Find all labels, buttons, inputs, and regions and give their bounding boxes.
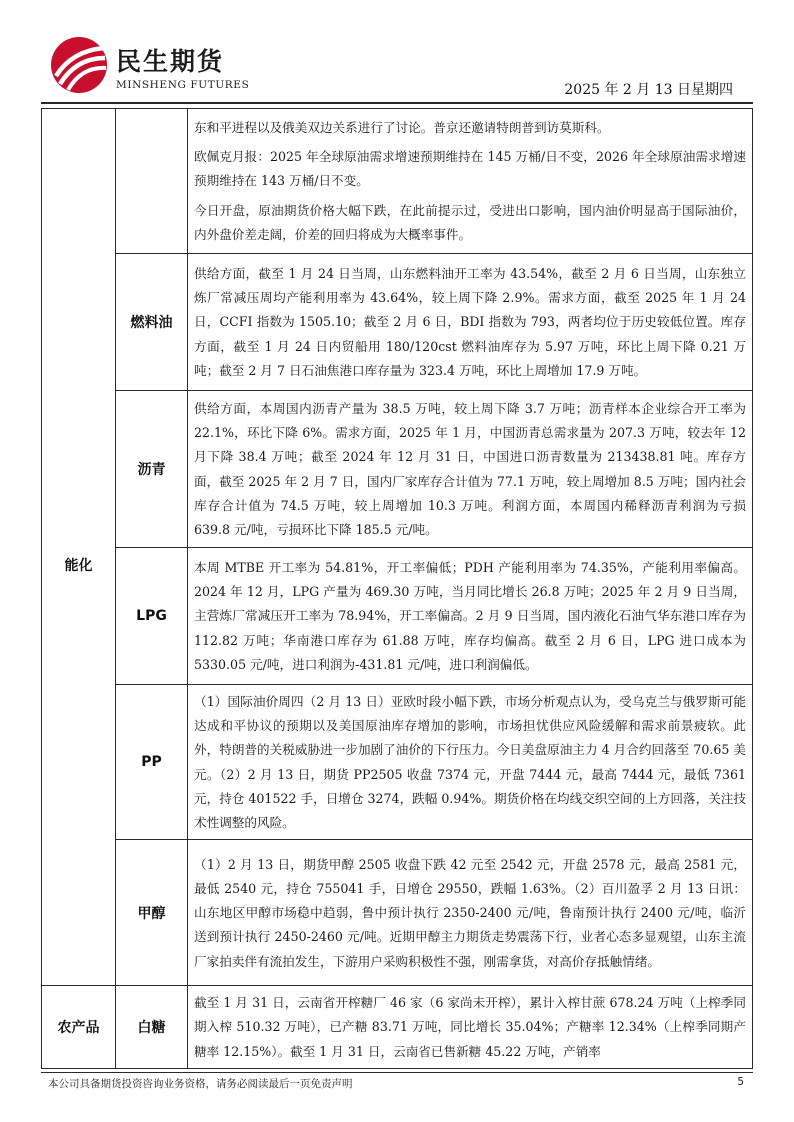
content-cell — [188, 391, 753, 548]
product-cell: PP — [116, 685, 188, 840]
content-cell — [188, 254, 753, 391]
product-cell: LPG — [116, 548, 188, 685]
sector-cell: 农产品 — [42, 986, 116, 1069]
content-cell — [188, 109, 753, 254]
content-paragraph: （1）国际油价周四（2 月 13 日）亚欧时段小幅下跌，市场分析观点认为，受乌克兰与俄罗斯可能达成和平协议的预期以及美国原油库存增加的影响，市场担忧供应风险缓解和需求前景疲软。此外，特朗普的关税威胁进一步加剧了油价的下行压力。今日美盘原油主力 4 月合约回落至 70.65 美元。（2）2 月 13 日，期货 PP2505 收盘 7374 元，开盘 7444 元，最高 7444 元，最低 7361 元，持仓 401522 手，日增仓 3274，跌幅 0.94%。期货价格在均线交织空间的上方回落，关注技术性调整的风险。 — [194, 694, 746, 831]
footer-disclaimer: 本公司具备期货投资咨询业务资格，请务必阅读最后一页免责声明 — [48, 1078, 353, 1090]
minsheng-logo-icon — [50, 36, 108, 94]
product-cell: 白糖 — [116, 986, 188, 1069]
content-paragraph: 供给方面，截至 1 月 24 日当周，山东燃料油开工率为 43.54%，截至 2 月 6 日当周，山东独立炼厂常减压周均产能利用率为 43.64%，较上周下降 2.9%。需求方面，截至 2025 年 1 月 24 日，CCFI 指数为 1505.10；截至 2 月 6 日，BDI 指数为 793，两者均位于历史较低位置。库存方面，截至 1 月 24 日内贸船用 180/120cst 燃料油库存为 5.97 万吨，环比上周下降 0.21 万吨；截至 2 月 7 日石油焦港口库存量为 323.4 万吨，环比上周增加 17.9 万吨。 — [194, 265, 746, 378]
product-cell: 甲醇 — [116, 840, 188, 986]
content-cell — [188, 840, 753, 986]
brand-name-en: MINSHENG FUTURES — [116, 79, 250, 91]
product-cell: 燃料油 — [116, 254, 188, 391]
table-row — [42, 254, 753, 391]
page-header — [0, 0, 794, 105]
content-cell — [188, 986, 753, 1069]
content-cell — [188, 685, 753, 840]
header-divider — [41, 102, 753, 104]
sector-label: 能化 — [64, 558, 93, 575]
table-row — [42, 548, 753, 685]
content-paragraph: 今日开盘，原油期货价格大幅下跌，在此前提示过，受进出口影响，国内油价明显高于国际油价，内外盘价差走阔，价差的回归将成为大概率事件。 — [194, 202, 746, 242]
table-row — [42, 840, 753, 986]
table-row — [42, 391, 753, 548]
content-paragraph: 截至 1 月 31 日，云南省开榨糖厂 46 家（6 家尚未开榨），累计入榨甘蔗 678.24 万吨（上榨季同期入榨 510.32 万吨），已产糖 83.71 万吨，同比增长 35.04%；产糖率 12.34%（上榨季同期产糖率 12.15%）。截至 1 月 31 日，云南省已售新糖 45.22 万吨，产销率 — [194, 995, 746, 1059]
sector-cell — [42, 109, 116, 986]
table-row — [42, 685, 753, 840]
brand-name-cn: 民生期货 — [116, 47, 225, 76]
commodity-report-table — [41, 108, 753, 1069]
table-row — [42, 986, 753, 1069]
product-cell — [116, 109, 188, 254]
content-paragraph: 东和平进程以及俄美双边关系进行了讨论。普京还邀请特朗普到访莫斯科。 — [194, 119, 610, 135]
page-number: 5 — [737, 1076, 744, 1088]
report-date: 2025 年 2 月 13 日星期四 — [564, 82, 733, 98]
content-paragraph: 供给方面，本周国内沥青产量为 38.5 万吨，较上周下降 3.7 万吨；沥青样本企业综合开工率为 22.1%，环比下降 6%。需求方面，2025 年 1 月，中国沥青总需求量为 207.3 万吨，较去年 12 月下降 38.4 万吨；截至 2024 年 12 月 31 日，中国进口沥青数量为 213438.81 吨。库存方面，截至 2025 年 2 月 7 日，国内厂家库存合计值为 77.1 万吨，较上周增加 8.5 万吨；国内社会库存合计值为 74.5 万吨，较上周增加 10.3 万吨。利润方面，本周国内稀释沥青利润为亏损 639.8 元/吨，亏损环比下降 185.5 元/吨。 — [194, 400, 746, 537]
content-cell — [188, 548, 753, 685]
content-paragraph: （1）2 月 13 日，期货甲醇 2505 收盘下跌 42 元至 2542 元，开盘 2578 元，最高 2581 元，最低 2540 元，持仓 755041 手，日增仓 29550，跌幅 1.63%。（2）百川盈孚 2 月 13 日讯：山东地区甲醇市场稳中趋弱，鲁中预计执行 2350-2400 元/吨，鲁南预计执行 2400 元/吨，临沂送到预计执行 2450-2460 元/吨。近期甲醇主力期货走势震荡下行，业者心态多显观望，山东主流厂家拍卖伴有流拍发生，下游用户采购积极性不强，刚需拿货，对高价存抵触情绪。 — [194, 856, 746, 969]
content-paragraph: 欧佩克月报：2025 年全球原油需求增速预期维持在 145 万桶/日不变，2026 年全球原油需求增速预期维持在 143 万桶/日不变。 — [194, 149, 746, 189]
product-cell: 沥青 — [116, 391, 188, 548]
table-row — [42, 109, 753, 254]
footer-divider — [41, 1072, 753, 1073]
content-paragraph: 本周 MTBE 开工率为 54.81%，开工率偏低；PDH 产能利用率为 74.35%，产能利用率偏高。2024 年 12 月，LPG 产量为 469.30 万吨，当月同比增长 26.8 万吨；2025 年 2 月 9 日当周，主营炼厂常减压开工率为 78.94%，开工率偏高。2 月 9 日当周，国内液化石油气华东港口库存为 112.82 万吨；华南港口库存为 61.88 万吨，库存均偏高。截至 2 月 6 日，LPG 进口成本为 5330.05 元/吨，进口利润为-431.81 元/吨，进口利润偏低。 — [194, 559, 746, 672]
